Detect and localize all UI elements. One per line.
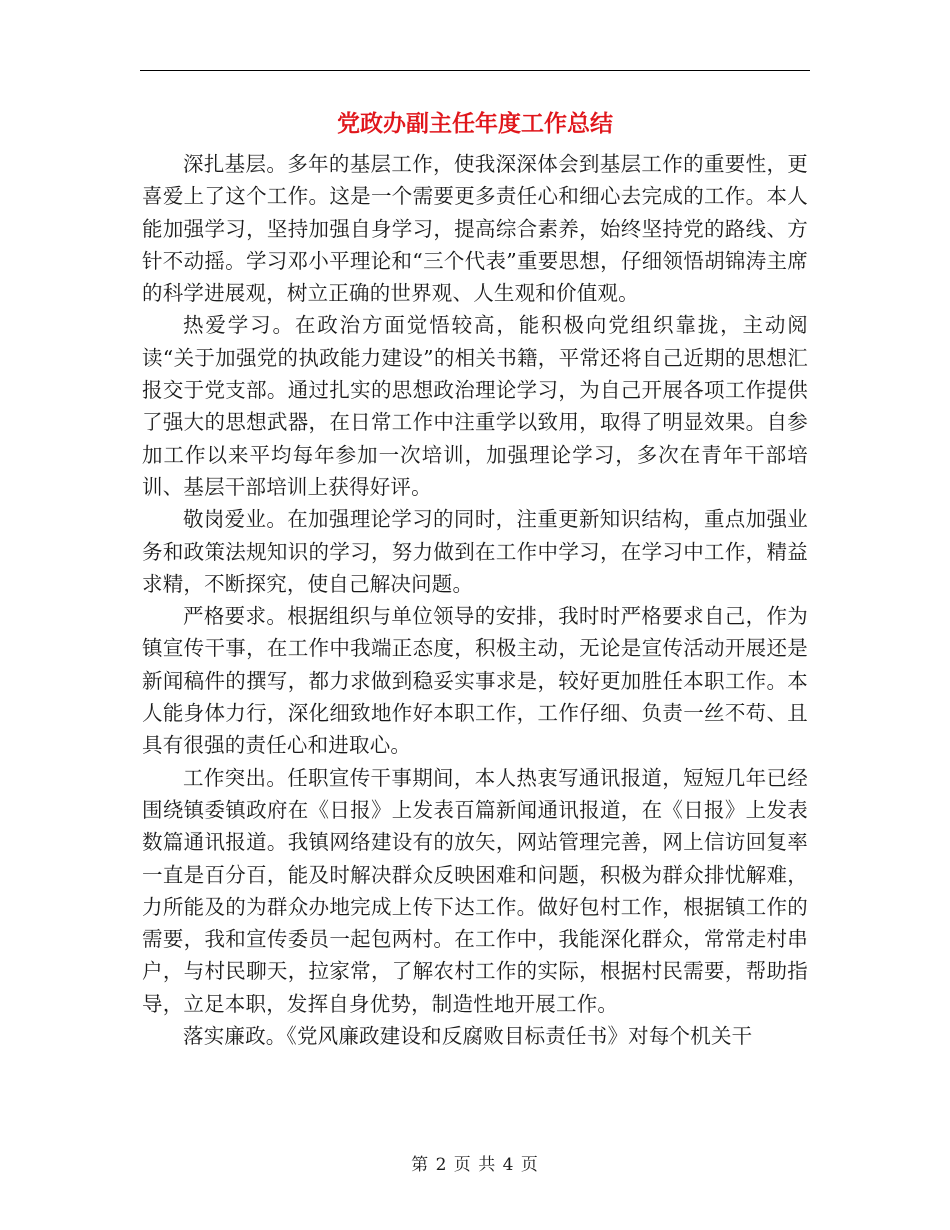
paragraph-dedication: 敬岗爱业。在加强理论学习的同时，注重更新知识结构，重点加强业务和政策法规知识的学习，努力做到在工作中学习，在学习中工作，精益求精，不断探究，使自己解决问题。 bbox=[142, 507, 808, 596]
document-title: 党政办副主任年度工作总结 bbox=[337, 111, 613, 137]
header-rule bbox=[140, 70, 810, 71]
paragraph-strict-requirements: 严格要求。根据组织与单位领导的安排，我时时严格要求自己，作为镇宣传干事，在工作中我端正态度，积极主动，无论是宣传活动开展还是新闻稿件的撰写，都力求做到稳妥实事求是，较好更加胜任本职工作。本人能身体力行，深化细致地作好本职工作，工作仔细、负责一丝不苟、且具有很强的责任心和进取心。 bbox=[142, 604, 808, 758]
page-number-footer: 第 2 页 共 4 页 bbox=[411, 1155, 539, 1175]
paragraph-clean-governance: 落实廉政。《党风廉政建设和反腐败目标责任书》对每个机关干 bbox=[183, 1024, 753, 1049]
paragraph-outstanding-work: 工作突出。任职宣传干事期间，本人热衷写通讯报道，短短几年已经围绕镇委镇政府在《日报》上发表百篇新闻通讯报道，在《日报》上发表数篇通讯报道。我镇网络建设有的放矢，网站管理完善，网上信访回复率一直是百分百，能及时解决群众反映困难和问题，积极为群众排忧解难，力所能及的为群众办地完成上传下达工作。做好包村工作，根据镇工作的需要，我和宣传委员一起包两村。在工作中，我能深化群众，常常走村串户，与村民聊天，拉家常，了解农村工作的实际，根据村民需要，帮助指导，立足本职，发挥自身优势，制造性地开展工作。 bbox=[142, 765, 808, 1016]
paragraph-study: 热爱学习。在政治方面觉悟较高，能积极向党组织靠拢，主动阅读“关于加强党的执政能力建设”的相关书籍，平常还将自己近期的思想汇报交于党支部。通过扎实的思想政治理论学习，为自己开展各项工作提供了强大的思想武器，在日常工作中注重学以致用，取得了明显效果。自参加工作以来平均每年参加一次培训，加强理论学习，多次在青年干部培训、基层干部培训上获得好评。 bbox=[142, 313, 808, 499]
document-body bbox=[142, 148, 808, 1052]
paragraph-grassroots: 深扎基层。多年的基层工作，使我深深体会到基层工作的重要性，更喜爱上了这个工作。这是一个需要更多责任心和细心去完成的工作。本人能加强学习，坚持加强自身学习，提高综合素养，始终坚持党的路线、方针不动摇。学习邓小平理论和“三个代表”重要思想，仔细领悟胡锦涛主席的科学进展观，树立正确的世界观、人生观和价值观。 bbox=[142, 152, 808, 306]
